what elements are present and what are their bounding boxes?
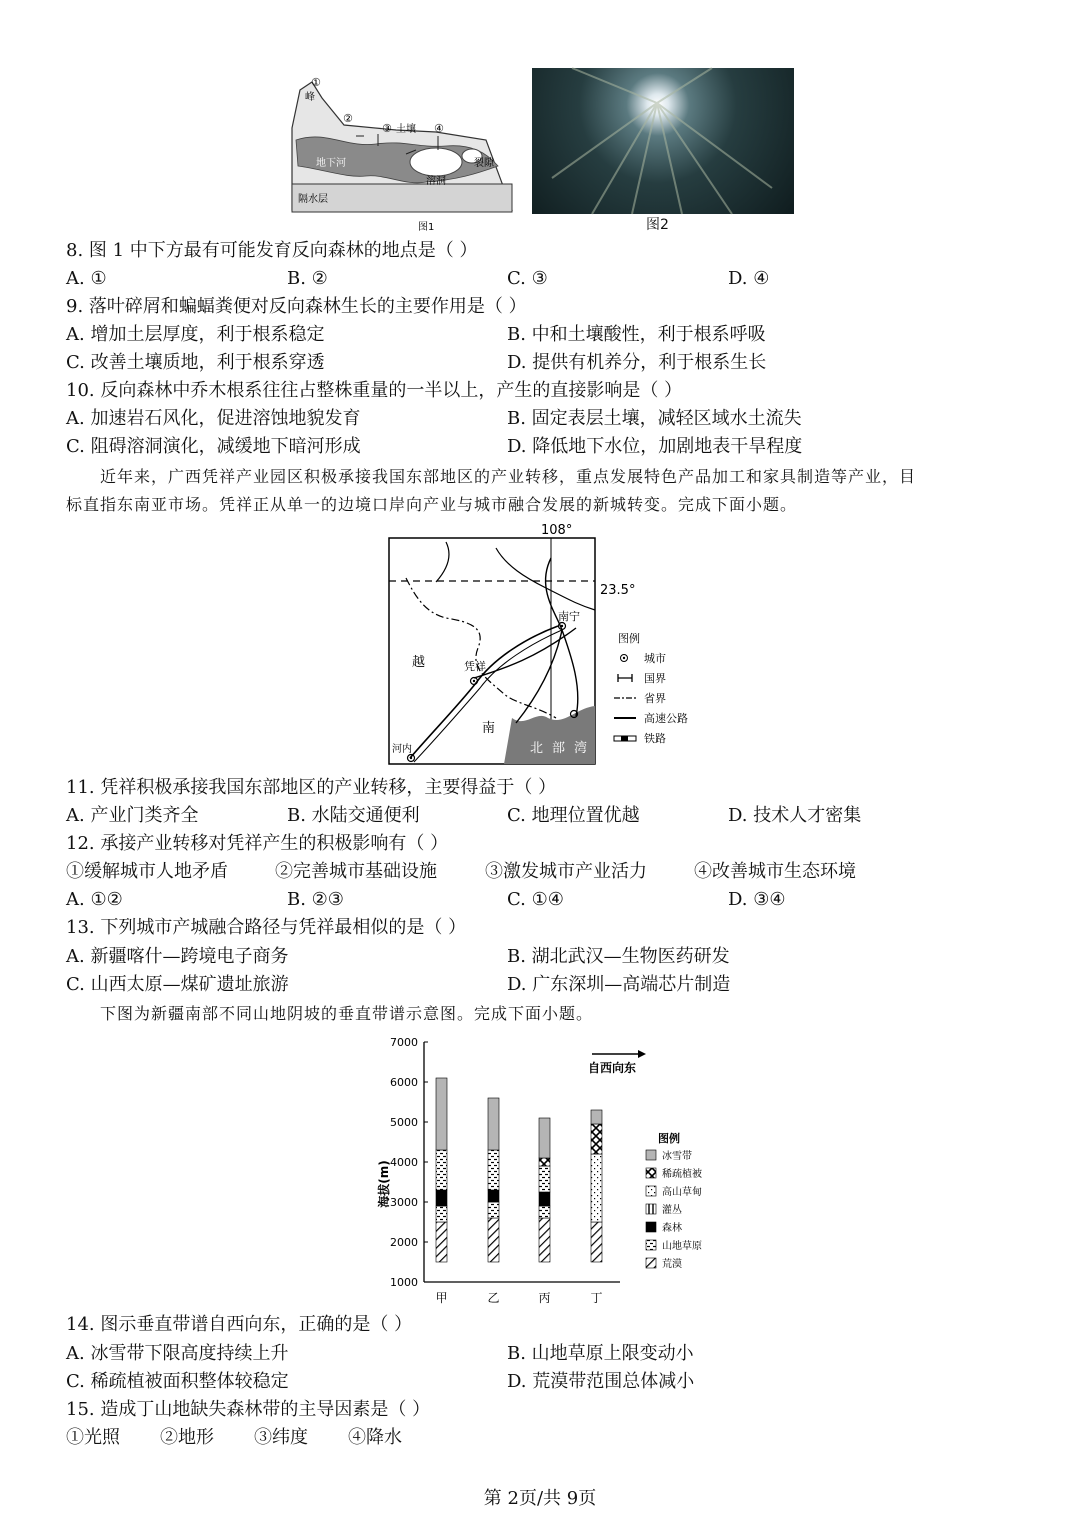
legend-province-label: 省界	[644, 692, 666, 705]
q15-statement-1: ①光照	[66, 1427, 120, 1448]
q13-option-b[interactable]: B. 湖北武汉—生物医药研发	[507, 946, 730, 967]
legend-railway-label: 铁路	[644, 732, 666, 745]
figure-2-caption: 图2	[646, 217, 669, 233]
legend-city-icon-dot	[623, 657, 625, 659]
q12-option-b[interactable]: B. ②③	[287, 889, 344, 910]
label-peak: 峰	[305, 92, 315, 103]
question-10-stem: 10. 反向森林中乔木根系往往占整株重量的一半以上，产生的直接影响是（ ）	[66, 380, 683, 401]
y-tick-label: 5000	[390, 1116, 418, 1129]
legend-label-forest: 森林	[662, 1223, 682, 1234]
q8-option-c[interactable]: C. ③	[507, 268, 548, 289]
y-tick-label: 6000	[390, 1076, 418, 1089]
label-circle2: ②	[343, 112, 353, 125]
city-marker-pingxiang-dot	[473, 680, 475, 682]
intro-paragraph-xinjiang: 下图为新疆南部不同山地阴坡的垂直带谱示意图。完成下面小题。	[100, 1004, 594, 1023]
legend-border-icon	[618, 674, 632, 682]
q14-option-b[interactable]: B. 山地草原上限变动小	[507, 1343, 694, 1364]
zone-mountain-steppe-1	[436, 1150, 447, 1190]
q11-option-d[interactable]: D. 技术人才密集	[728, 805, 862, 826]
legend-highway-label: 高速公路	[644, 712, 688, 725]
q10-option-a[interactable]: A. 加速岩石风化，促进溶蚀地貌发育	[66, 408, 361, 429]
legend-label-shrub: 灌丛	[662, 1205, 682, 1216]
question-15-stem: 15. 造成丁山地缺失森林带的主导因素是（ ）	[66, 1399, 431, 1420]
zone-sparse-vegetation-3	[539, 1158, 550, 1166]
q13-option-d[interactable]: D. 广东深圳—高端芯片制造	[507, 974, 731, 995]
q12-option-c[interactable]: C. ①④	[507, 889, 564, 910]
q14-option-c[interactable]: C. 稀疏植被面积整体较稳定	[66, 1371, 289, 1392]
label-crack: 裂隙	[474, 158, 494, 169]
figure-1-karst-diagram	[286, 70, 516, 240]
q12-statement-4: ④改善城市生态环境	[694, 861, 856, 882]
x-tick-label: 丁	[590, 1291, 603, 1305]
label-circle3: ③	[382, 122, 392, 135]
city-marker-hanoi-dot	[410, 757, 412, 759]
zone-snow-ice-1	[436, 1078, 447, 1150]
legend-railway-icon-fill	[621, 736, 628, 741]
q10-option-c[interactable]: C. 阻碍溶洞演化，减缓地下暗河形成	[66, 436, 361, 457]
q12-statement-3: ③激发城市产业活力	[485, 861, 647, 882]
x-tick-label: 丙	[538, 1291, 551, 1305]
zone-snow-ice-4	[591, 1110, 602, 1124]
legend-label-mountain-steppe: 山地草原	[662, 1241, 702, 1252]
y-tick-label: 4000	[390, 1156, 418, 1169]
direction-arrow-head	[638, 1050, 646, 1058]
legend-swatch-alpine-meadow	[646, 1186, 656, 1196]
q9-option-a[interactable]: A. 增加土层厚度，利于根系稳定	[66, 324, 325, 345]
q9-option-d[interactable]: D. 提供有机养分，利于根系生长	[507, 352, 767, 373]
legend-label-desert: 荒漠	[662, 1259, 682, 1270]
label-circle4: ④	[434, 122, 444, 135]
y-tick-label: 7000	[390, 1036, 418, 1049]
legend-city-label: 城市	[644, 652, 666, 665]
legend-border-label: 国界	[644, 672, 666, 685]
figure-2-photo	[532, 68, 794, 214]
latitude-label: 23.5°	[600, 583, 636, 598]
q11-option-c[interactable]: C. 地理位置优越	[507, 805, 640, 826]
zone-sparse-vegetation-4	[591, 1124, 602, 1154]
q13-option-a[interactable]: A. 新疆喀什—跨境电子商务	[66, 946, 289, 967]
label-underground-river: 地下河	[316, 158, 346, 169]
y-axis-label: 海拔(m)	[377, 1160, 391, 1208]
zone-forest-1	[436, 1190, 447, 1206]
city-marker-nanning-dot	[561, 625, 563, 627]
zone-forest-3	[539, 1192, 550, 1206]
direction-label: 自西向东	[588, 1061, 637, 1075]
intro-paragraph-pingxiang-line2: 标直指东南亚市场。凭祥正从单一的边境口岸向产业与城市融合发展的新城转变。完成下面小题。	[66, 495, 798, 514]
label-impermeable-layer: 隔水层	[298, 194, 328, 205]
legend-label-snow-ice: 冰雪带	[662, 1151, 692, 1162]
zone-desert-3	[539, 1218, 550, 1262]
y-tick-label: 2000	[390, 1236, 418, 1249]
q12-option-a[interactable]: A. ①②	[66, 889, 123, 910]
q8-option-d[interactable]: D. ④	[728, 268, 770, 289]
question-12-stem: 12. 承接产业转移对凭祥产生的积极影响有（ ）	[66, 833, 449, 854]
label-nanning: 南宁	[558, 610, 580, 623]
legend-swatch-sparse-vegetation	[646, 1168, 656, 1178]
figure-2-roots	[532, 68, 794, 214]
intro-paragraph-pingxiang-line1: 近年来，广西凭祥产业园区积极承接我国东部地区的产业转移，重点发展特色产品加工和家具制造等产业，目	[100, 467, 917, 486]
question-13-stem: 13. 下列城市产城融合路径与凭祥最相似的是（ ）	[66, 917, 467, 938]
zone-mountain-steppe-3	[539, 1166, 550, 1192]
vertical-zone-chart	[377, 1032, 730, 1312]
q12-option-d[interactable]: D. ③④	[728, 889, 786, 910]
zone-snow-ice-3	[539, 1118, 550, 1158]
label-cave: 溶洞	[426, 176, 446, 187]
zone-mountain-steppe-2	[488, 1202, 499, 1218]
longitude-label: 108°	[541, 523, 573, 538]
zone-mountain-steppe-3	[539, 1206, 550, 1218]
chart-legend-title: 图例	[658, 1132, 680, 1145]
label-nam: 南	[482, 721, 496, 736]
q9-option-c[interactable]: C. 改善土壤质地，利于根系穿透	[66, 352, 325, 373]
q8-option-a[interactable]: A. ①	[66, 268, 107, 289]
q15-statement-4: ④降水	[348, 1427, 402, 1448]
legend-label-sparse-vegetation: 稀疏植被	[662, 1169, 702, 1180]
label-circle1: ①	[311, 76, 321, 89]
q12-statement-2: ②完善城市基础设施	[275, 861, 437, 882]
figure-1-caption: 图1	[418, 222, 435, 233]
x-tick-label: 乙	[487, 1291, 500, 1305]
zone-alpine-meadow-4	[591, 1154, 602, 1222]
legend-swatch-shrub	[646, 1204, 656, 1214]
zone-forest-2	[488, 1190, 499, 1202]
y-tick-label: 1000	[390, 1276, 418, 1289]
zone-mountain-steppe-2	[488, 1150, 499, 1190]
legend-swatch-mountain-steppe	[646, 1240, 656, 1250]
q13-option-c[interactable]: C. 山西太原—煤矿遗址旅游	[66, 974, 289, 995]
label-bu: 部	[552, 741, 566, 756]
zone-mountain-steppe-1	[436, 1206, 447, 1222]
zone-desert-4	[591, 1222, 602, 1262]
q14-option-a[interactable]: A. 冰雪带下限高度持续上升	[66, 1343, 289, 1364]
q14-option-d[interactable]: D. 荒漠带范围总体减小	[507, 1371, 695, 1392]
label-soil: 土壤	[396, 124, 416, 135]
legend-swatch-snow-ice	[646, 1150, 656, 1160]
label-hanoi: 河内	[392, 744, 412, 755]
label-wan: 湾	[574, 741, 588, 756]
legend-swatch-forest	[646, 1222, 656, 1232]
q12-statement-1: ①缓解城市人地矛盾	[66, 861, 228, 882]
y-tick-label: 3000	[390, 1196, 418, 1209]
q9-option-b[interactable]: B. 中和土壤酸性，利于根系呼吸	[507, 324, 766, 345]
q10-option-d[interactable]: D. 降低地下水位，加剧地表干旱程度	[507, 436, 803, 457]
q11-option-b[interactable]: B. 水陆交通便利	[287, 805, 420, 826]
label-pingxiang: 凭祥	[464, 660, 486, 673]
map-legend-title: 图例	[618, 632, 640, 645]
q15-statement-2: ②地形	[160, 1427, 214, 1448]
legend-label-alpine-meadow: 高山草甸	[662, 1187, 702, 1198]
guangxi-map	[386, 518, 706, 768]
zone-snow-ice-2	[488, 1098, 499, 1150]
q8-option-b[interactable]: B. ②	[287, 268, 328, 289]
legend-swatch-desert	[646, 1258, 656, 1268]
question-8-stem: 8. 图 1 中下方最有可能发育反向森林的地点是（ ）	[66, 240, 478, 261]
label-viet: 越	[412, 655, 426, 670]
question-11-stem: 11. 凭祥积极承接我国东部地区的产业转移，主要得益于（ ）	[66, 777, 557, 798]
q15-statement-3: ③纬度	[254, 1427, 308, 1448]
q10-option-b[interactable]: B. 固定表层土壤，减轻区域水土流失	[507, 408, 802, 429]
label-bei: 北	[530, 741, 544, 756]
question-14-stem: 14. 图示垂直带谱自西向东，正确的是（ ）	[66, 1314, 413, 1335]
x-tick-label: 甲	[435, 1291, 448, 1305]
question-9-stem: 9. 落叶碎屑和蝙蝠粪便对反向森林生长的主要作用是（ ）	[66, 296, 527, 317]
zone-desert-1	[436, 1222, 447, 1262]
q11-option-a[interactable]: A. 产业门类齐全	[66, 805, 199, 826]
zone-desert-2	[488, 1218, 499, 1262]
page-footer: 第 2页/共 9页	[483, 1488, 597, 1509]
